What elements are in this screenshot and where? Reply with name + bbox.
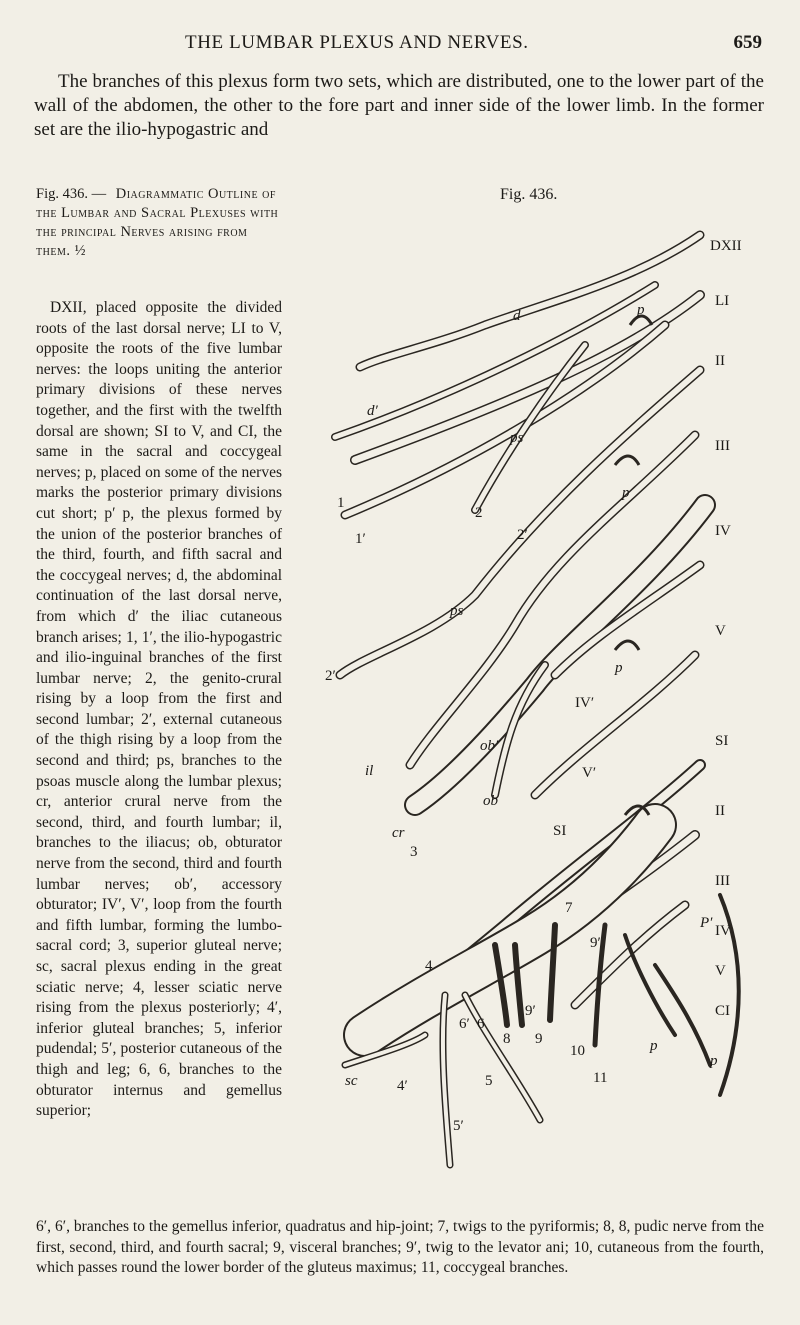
label-p-5: p [710,1053,718,1069]
label-v-prime: V′ [582,765,597,781]
root-label-c1: CI [715,1003,730,1019]
label-1: 1 [337,495,345,511]
intro-paragraph-block [34,70,764,142]
label-4-prime: 4′ [397,1078,408,1094]
label-6: 6 [477,1016,485,1032]
label-il: il [365,763,374,779]
root-label-s1: SI [715,733,729,749]
root-label-l5: V [715,623,726,639]
label-s1-plexus: SI [553,823,567,839]
plexus-illustration [325,205,765,1215]
label-2: 2 [475,505,483,521]
label-11: 11 [593,1070,608,1086]
label-2-prime-upper: 2′ [517,527,528,543]
label-p-1: p [637,302,645,318]
label-cr: cr [392,825,405,841]
label-d: d [513,308,521,324]
label-sc: sc [345,1073,358,1089]
label-p-2: p [622,485,630,501]
label-iv-prime: IV′ [575,695,595,711]
root-label-s4: IV [715,923,731,939]
root-label-dxii: DXII [710,238,742,254]
root-label-s5: V [715,963,726,979]
root-label-l3: III [715,438,730,454]
label-p-4: p [650,1038,658,1054]
caption-title: Diagrammatic Outline of the Lumbar and Sacral Plexuses with the principal Nerves arising from them. ½ [36,186,279,259]
label-3: 3 [410,844,418,860]
label-1-prime: 1′ [355,531,366,547]
label-ps-upper: ps [510,430,524,446]
label-ps-lower: ps [450,603,464,619]
caption-figure-number: Fig. 436. — [36,186,107,202]
label-9-prime: 9′ [525,1003,536,1019]
label-p-3: p [615,660,623,676]
intro-paragraph: The branches of this plexus form two sets, which are distributed, one to the lower part of the wall of the abdomen, the other to the fore part and inner side of the lower limb. In the former set are the ilio-hypogastric and [34,71,764,140]
root-label-l4: IV [715,523,731,539]
nerve-strokes [335,235,739,1165]
label-6-prime: 6′ [459,1016,470,1032]
explanation-bottom-text: 6′, 6′, branches to the gemellus inferior, quadratus and hip-joint; 7, twigs to the pyriformis; 8, 8, pudic nerve from the first, second, third, and fourth sacral; 9, visceral branches; 9′, twig to the levator ani; 10, cutaneous from the fourth, which passes round the lower border of the gluteus maximus; 11, coccygeal branches. [36,1218,764,1277]
label-2-prime: 2′ [325,668,336,684]
explanation-side-text: DXII, placed opposite the divided roots of the last dorsal nerve; LI to V, opposite the roots of the five lumbar nerves: the loops uniting the anterior primary divisions of these nerves together, and the first with the twelfth dorsal are shown; SI to V, and CI, the same in the sacral and coccygeal nerves; p, placed on some of the nerves marks the posterior primary divisions cut short; p′ p, the plexus formed by the union of the posterior branches of the third, fourth, and fifth sacral and the coccygeal nerves; d, the abdominal continuation of the last dorsal nerve, from which d′ the iliac cutaneous branch arises; 1, 1′, the ilio-hypogastric and ilio-inguinal branches of the first lumbar nerve; 2, the genito-crural rising by a loop from the first and second lumbar; 2′, external cutaneous of the thigh rising by a loop from the second and third; ps, branches to the psoas muscle along the lumbar plexus; cr, anterior crural nerve from the second, third, and fourth lumbar; il, branches to the iliacus; ob, obturator nerve from the second, third and fourth lumbar nerves; ob′, accessory obturator; IV′, V′, loop from the fourth and fifth lumbar, forming the lumbo-sacral cord; 3, superior gluteal nerve; sc, sacral plexus ending in the great sciatic nerve; 4, lesser sciatic nerve rising from the plexus posteriorly; 4′, inferior gluteal branches; 5, inferior pudendal; 5′, posterior cutaneous of the thigh and leg; 6, 6, branches to the obturator internus and gemellus superior; [36,299,282,1120]
running-title: THE LUMBAR PLEXUS AND NERVES. [185,32,529,53]
label-9-prime-b: 9′ [590,935,601,951]
figure-caption [36,185,282,261]
root-label-l2: II [715,353,725,369]
label-10: 10 [570,1043,585,1059]
figure-explanation-side [36,298,282,1122]
label-ob-prime: ob′ [480,738,499,754]
figure-label: Fig. 436. [500,186,558,203]
label-8: 8 [503,1031,511,1047]
label-7: 7 [565,900,573,916]
plexus-diagram [325,205,765,1215]
root-label-l1: LI [715,293,730,309]
label-5: 5 [485,1073,493,1089]
label-9: 9 [535,1031,543,1047]
label-d-prime: d′ [367,403,378,419]
label-5-prime: 5′ [453,1118,464,1134]
page-number: 659 [733,32,762,53]
label-p-prime: P′ [700,915,713,931]
root-label-s2: II [715,803,725,819]
running-head [0,30,800,58]
root-label-s3: III [715,873,730,889]
figure-explanation-bottom [36,1217,764,1279]
label-4: 4 [425,958,433,974]
label-ob: ob [483,793,498,809]
